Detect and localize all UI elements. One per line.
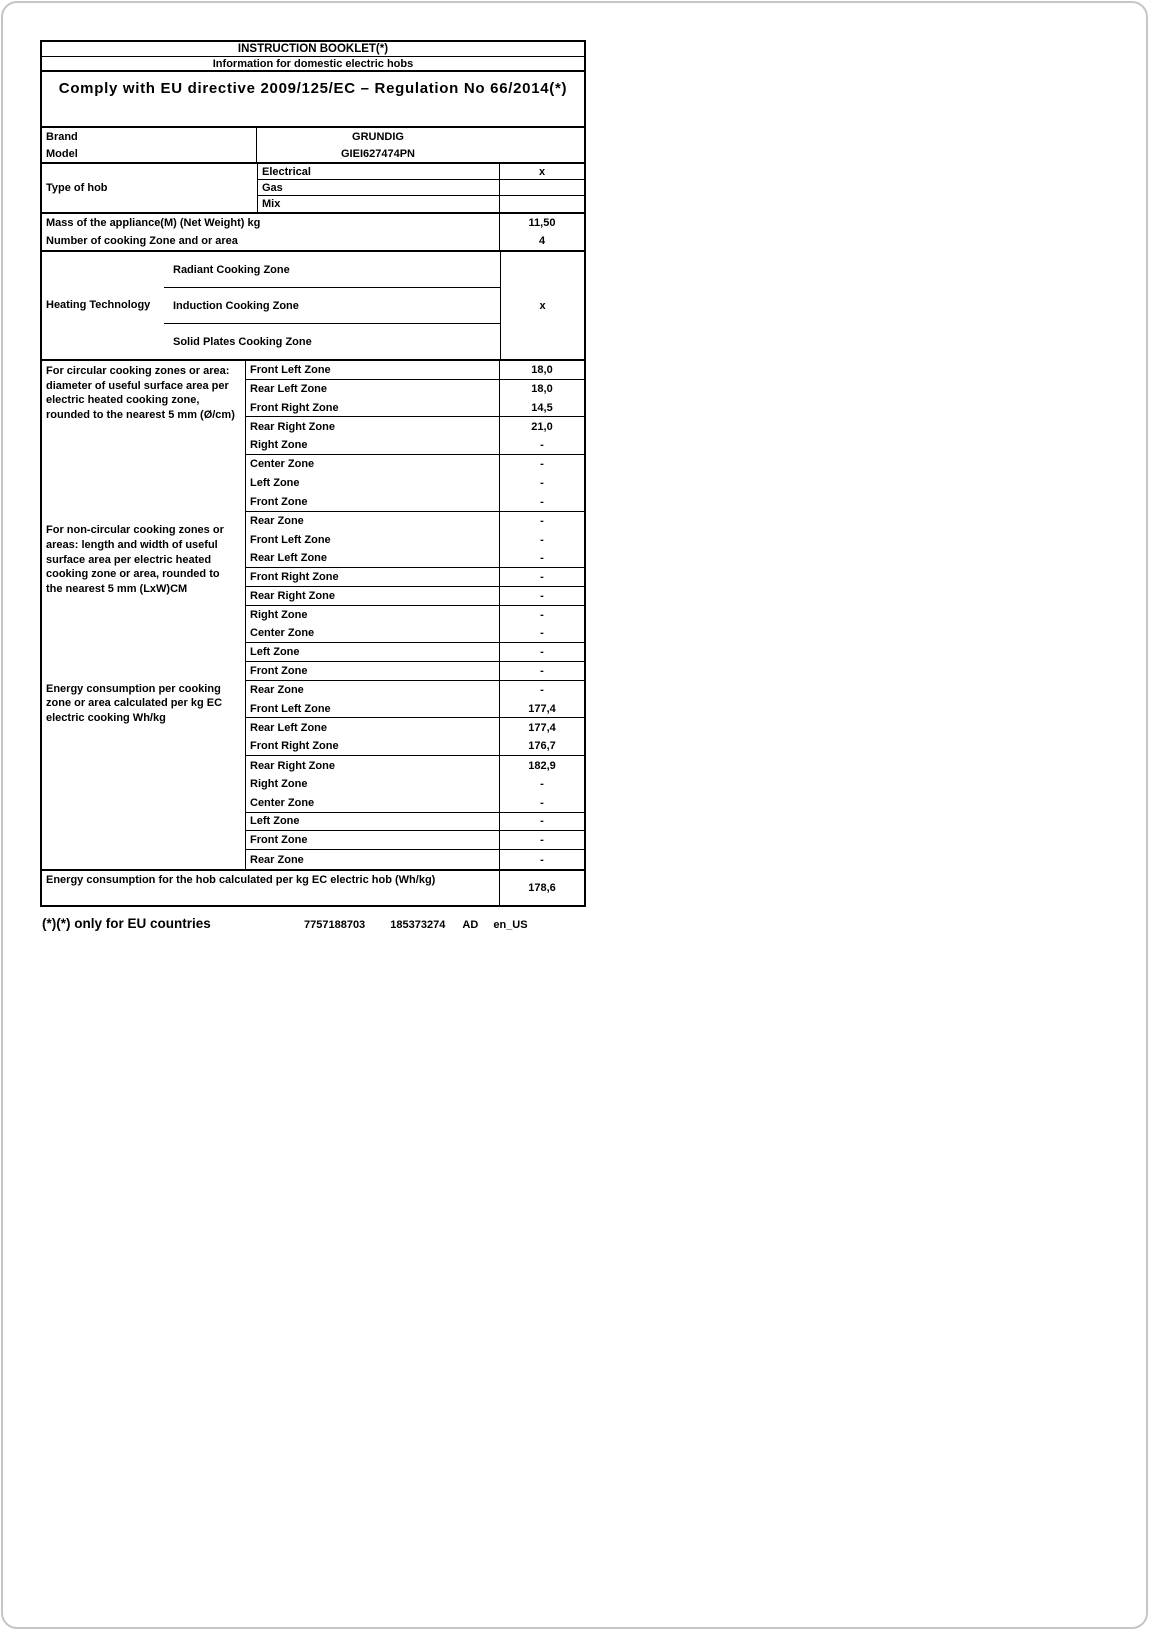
hob-type-label: Electrical	[257, 164, 499, 179]
zone-label: Front Right Zone	[250, 570, 339, 583]
zone-row	[246, 606, 584, 625]
type-of-hob-rows	[257, 164, 584, 212]
hob-type-row-electrical	[257, 164, 584, 180]
zone-label: Left Zone	[250, 646, 300, 659]
energy-consumption-zones-group	[42, 682, 584, 869]
brand-model-section	[42, 128, 584, 164]
heating-row-solid-plates: Solid Plates Cooking Zone	[173, 335, 312, 348]
zone-label: Center Zone	[250, 796, 315, 809]
zone-row	[246, 643, 584, 662]
zone-count-label: Number of cooking Zone and or area	[46, 235, 238, 247]
zone-label: Front Zone	[250, 495, 308, 508]
zone-row	[246, 794, 584, 813]
zone-label: Front Left Zone	[250, 363, 331, 376]
zone-row	[246, 568, 584, 587]
zone-label: Rear Left Zone	[250, 552, 328, 565]
zone-value: -	[499, 794, 584, 812]
zone-label: Rear Zone	[250, 853, 304, 866]
zone-value: 176,7	[499, 737, 584, 755]
type-of-hob-label: Type of hob	[46, 182, 108, 194]
zone-group-description: For circular cooking zones or area: diameter of useful surface area per electric heated cooking zone, rounded to the nearest 5 mm (Ø/cm)	[46, 365, 235, 421]
zone-label: Front Right Zone	[250, 401, 339, 414]
circular-zones-group	[42, 361, 584, 530]
zone-label: Center Zone	[250, 458, 315, 471]
zone-row	[246, 587, 584, 606]
zone-value: -	[499, 606, 584, 625]
zone-value: -	[499, 662, 584, 680]
mass-label: Mass of the appliance(M) (Net Weight) kg	[46, 217, 261, 229]
zone-row	[246, 436, 584, 455]
zone-value: 18,0	[499, 361, 584, 379]
heating-row-radiant: Radiant Cooking Zone	[164, 252, 500, 288]
zone-value: -	[499, 813, 584, 831]
zone-value: -	[499, 512, 584, 531]
zone-row	[246, 831, 584, 850]
general-specs-section	[42, 214, 584, 252]
document-code: en_US	[493, 919, 528, 931]
brand-empty-cell	[499, 128, 584, 145]
zone-value: -	[499, 681, 584, 700]
document-codes	[304, 919, 528, 931]
cooking-zones-section	[42, 361, 584, 871]
zone-value: 14,5	[499, 399, 584, 417]
document-page	[1, 1, 1148, 1629]
zone-value: -	[499, 775, 584, 794]
zone-label: Front Left Zone	[250, 533, 331, 546]
heating-row-induction: Induction Cooking Zone	[164, 288, 500, 324]
mass-row	[42, 214, 584, 232]
zone-label: Front Zone	[250, 834, 308, 847]
zone-value: -	[499, 549, 584, 567]
zone-row	[246, 530, 584, 549]
hob-type-label: Gas	[257, 180, 499, 195]
heating-technology-rows	[164, 252, 500, 359]
compliance-statement: Comply with EU directive 2009/125/EC – Regulation No 66/2014(*)	[42, 72, 584, 128]
zone-row	[246, 624, 584, 643]
hob-energy-label: Energy consumption for the hob calculated per kg EC electric hob (Wh/kg)	[46, 873, 436, 886]
zone-value: -	[499, 624, 584, 642]
heating-technology-label: Heating Technology	[46, 299, 151, 312]
zone-label: Left Zone	[250, 477, 300, 490]
zone-value: -	[499, 568, 584, 586]
zone-row	[246, 455, 584, 474]
zone-row	[246, 417, 584, 436]
zone-row	[246, 549, 584, 568]
brand-label: Brand	[42, 128, 257, 145]
zone-row	[246, 681, 584, 700]
model-row	[42, 145, 584, 162]
zone-row	[246, 474, 584, 493]
zone-label: Rear Left Zone	[250, 721, 328, 734]
zone-label: Rear Left Zone	[250, 383, 328, 396]
zone-row	[246, 718, 584, 737]
zone-row	[246, 756, 584, 775]
zone-row	[246, 512, 584, 531]
zone-value: -	[499, 587, 584, 605]
zone-row	[246, 493, 584, 512]
document-code: 7757188703	[304, 919, 366, 931]
zone-label: Rear Right Zone	[250, 589, 335, 602]
zone-value: -	[499, 474, 584, 493]
zone-value: 177,4	[499, 700, 584, 718]
zone-row	[246, 850, 584, 869]
booklet-title: INSTRUCTION BOOKLET(*)	[42, 42, 584, 57]
hob-energy-value: 178,6	[499, 871, 584, 905]
zone-row	[246, 662, 584, 681]
zone-value: 177,4	[499, 718, 584, 737]
zone-value: -	[499, 455, 584, 474]
zone-row	[246, 813, 584, 832]
model-value: GIEI627474PN	[341, 147, 415, 160]
zone-label: Front Zone	[250, 664, 308, 677]
zone-row	[246, 380, 584, 399]
document-code: 185373274	[390, 919, 446, 931]
zone-value: 21,0	[499, 417, 584, 436]
zone-rows	[245, 361, 584, 530]
zone-value: -	[499, 850, 584, 869]
zone-row	[246, 775, 584, 794]
zone-group-description: For non-circular cooking zones or areas: length and width of useful surface area per electric heated cooking zone or area, rounded to the nearest 5 mm (LxW)CM	[46, 524, 224, 595]
model-label: Model	[42, 145, 257, 162]
zone-label: Front Right Zone	[250, 740, 339, 753]
type-of-hob-section	[42, 164, 584, 214]
hob-type-value	[499, 180, 584, 195]
zone-value: -	[499, 831, 584, 849]
zone-count-value: 4	[499, 232, 584, 250]
zone-count-row	[42, 232, 584, 250]
zone-label: Rear Zone	[250, 684, 304, 697]
heating-technology-value: x	[500, 252, 584, 359]
info-subtitle: Information for domestic electric hobs	[42, 57, 584, 72]
zone-value: -	[499, 436, 584, 454]
zone-value: -	[499, 643, 584, 661]
hob-info-table	[40, 40, 586, 907]
zone-label: Right Zone	[250, 439, 308, 452]
mass-value: 11,50	[499, 214, 584, 232]
zone-label: Right Zone	[250, 608, 308, 621]
hob-type-value	[499, 196, 584, 212]
model-empty-cell	[499, 145, 584, 162]
zone-value: -	[499, 493, 584, 511]
zone-value: 182,9	[499, 756, 584, 775]
zone-row	[246, 737, 584, 756]
zone-label: Right Zone	[250, 778, 308, 791]
zone-group-description: Energy consumption per cooking zone or area calculated per kg EC electric cooking Wh/kg	[46, 682, 223, 724]
hob-energy-row	[42, 871, 584, 905]
brand-row	[42, 128, 584, 145]
brand-value: GRUNDIG	[352, 130, 404, 143]
hob-type-value: x	[499, 164, 584, 179]
zone-value: -	[499, 530, 584, 549]
hob-type-label: Mix	[257, 196, 499, 212]
zone-label: Center Zone	[250, 627, 315, 640]
non-circular-zones-group	[42, 524, 584, 699]
zone-row	[246, 399, 584, 418]
zone-label: Rear Zone	[250, 514, 304, 527]
zone-row	[246, 361, 584, 380]
page-footer	[40, 914, 586, 936]
zone-rows	[245, 530, 584, 699]
eu-countries-note: (*)(*) only for EU countries	[42, 916, 211, 931]
zone-label: Front Left Zone	[250, 702, 331, 715]
zone-rows	[245, 700, 584, 869]
document-code: AD	[462, 919, 479, 931]
zone-value: 18,0	[499, 380, 584, 399]
zone-label: Left Zone	[250, 815, 300, 828]
zone-label: Rear Right Zone	[250, 759, 335, 772]
heating-technology-section	[42, 252, 584, 361]
zone-label: Rear Right Zone	[250, 420, 335, 433]
hob-type-row-gas	[257, 180, 584, 196]
hob-type-row-mix	[257, 196, 584, 212]
zone-row	[246, 700, 584, 719]
